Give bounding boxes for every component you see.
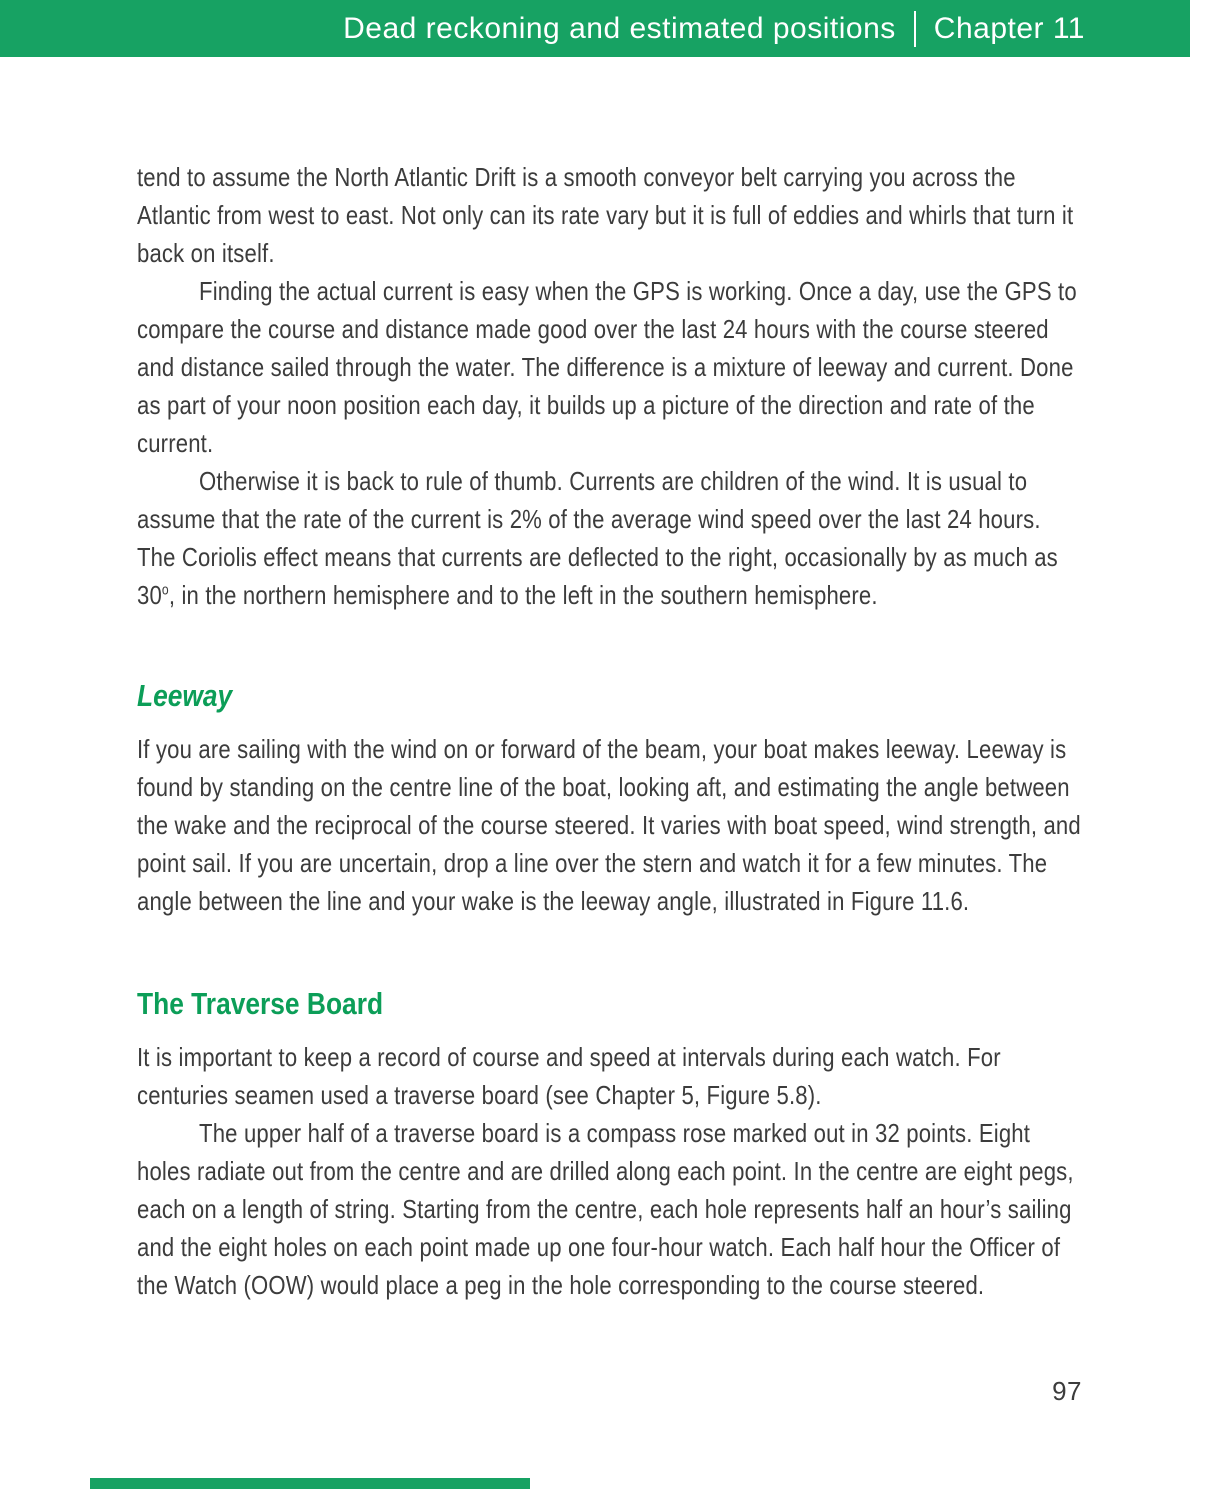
page-number: 97 bbox=[1052, 1376, 1082, 1406]
paragraph-traverse-board-2: The upper half of a traverse board is a compass rose marked out in 32 points. Eight holes radiate out from the centre and are drilled along each point. In the centre are eight pegs, each on a length of string. Starting from the centre, each hole represents half an hour’s sailing and the eight holes on each point made up one four-hour watch. Each half hour the Officer of the Watch (OOW) would place a peg in the hole corresponding to the course steered. bbox=[137, 1118, 1074, 1300]
paragraph-traverse-board-1: It is important to keep a record of course and speed at intervals during each watch. For centuries seamen used a traverse board (see Chapter 5, Figure 5.8). bbox=[137, 1042, 1001, 1110]
paragraph-gps: Finding the actual current is easy when the GPS is working. Once a day, use the GPS to compare the course and distance made good over the last 24 hours with the course steered and distance sailed through the water. The difference is a mixture of leeway and current. Done as part of your noon position each day, it builds up a picture of the direction and rate of the current. bbox=[137, 276, 1077, 458]
degree-superscript: o bbox=[161, 582, 169, 599]
paragraph-rule-of-thumb bbox=[137, 462, 1083, 614]
chapter-header-bar bbox=[0, 0, 1190, 57]
paragraph-intro: tend to assume the North Atlantic Drift is a smooth conveyor belt carrying you across the Atlantic from west to east. Not only can its rate vary but it is full of eddies and whirls that turn it back on itself. bbox=[137, 162, 1074, 268]
chapter-number: Chapter 11 bbox=[933, 11, 1085, 45]
chapter-header-text bbox=[343, 11, 1085, 47]
section-heading-traverse-board: The Traverse Board bbox=[137, 986, 384, 1021]
paragraph-rule-of-thumb-text-end: , in the northern hemisphere and to the left in the southern hemisphere. bbox=[168, 580, 878, 610]
paragraph-rule-of-thumb-text: Otherwise it is back to rule of thumb. Currents are children of the wind. It is usual to assume that the rate of the current is 2% of the average wind speed over the last 24 hours. The Coriolis effect means that currents are deflected to the right, occasionally by as much as 30 bbox=[137, 466, 1058, 610]
header-divider bbox=[914, 11, 916, 47]
paragraph-leeway: If you are sailing with the wind on or forward of the beam, your boat makes leeway. Leeway is found by standing on the centre line of the boat, looking aft, and estimating the angle between the wake and the reciprocal of the course steered. It varies with boat speed, wind strength, and point sail. If you are uncertain, drop a line over the stern and watch it for a few minutes. The angle between the line and your wake is the leeway angle, illustrated in Figure 11.6. bbox=[137, 734, 1081, 916]
footer-accent-bar bbox=[90, 1478, 530, 1489]
chapter-title: Dead reckoning and estimated positions bbox=[343, 11, 896, 45]
page-content bbox=[137, 158, 1083, 1304]
section-heading-leeway: Leeway bbox=[137, 678, 233, 713]
